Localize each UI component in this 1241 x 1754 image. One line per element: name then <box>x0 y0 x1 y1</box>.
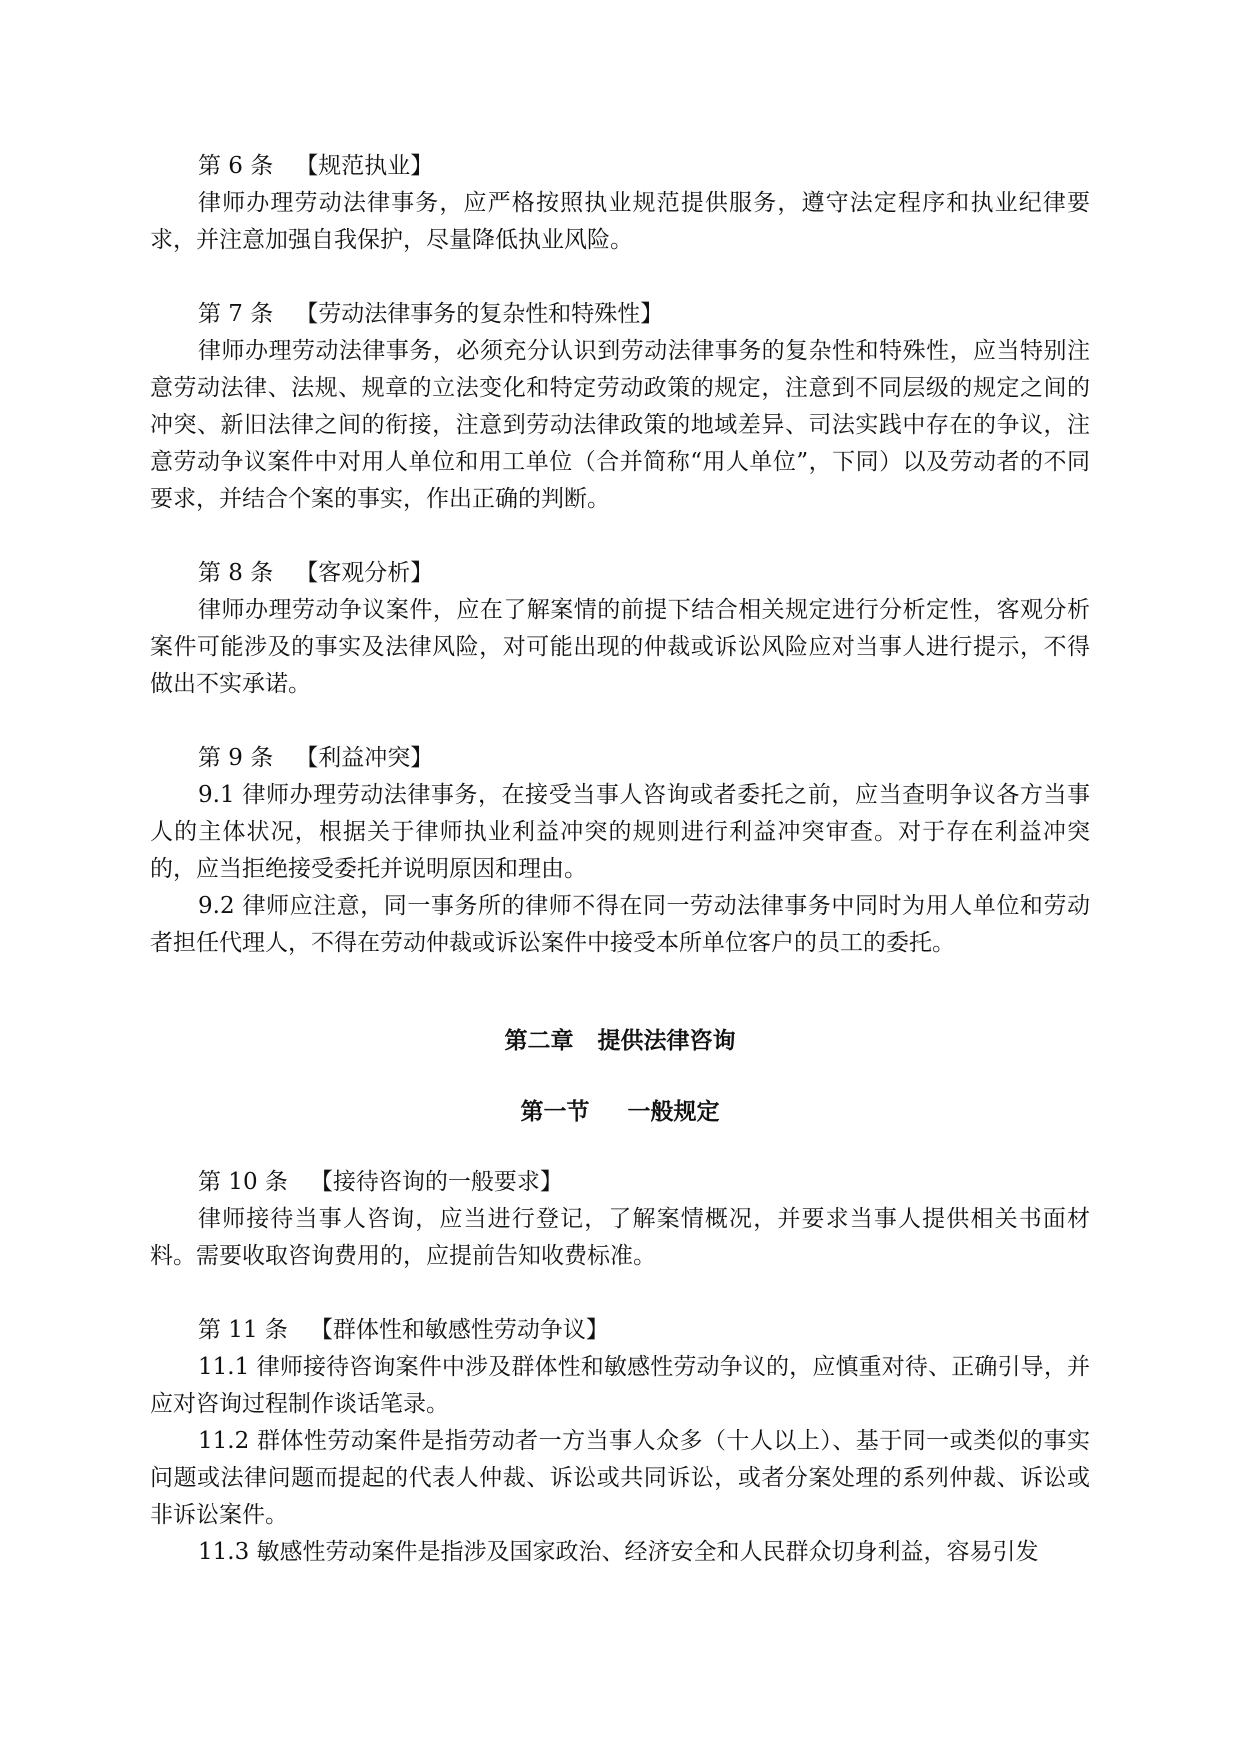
article-title: 【群体性和敏感性劳动争议】 <box>309 1317 609 1343</box>
article-number: 第 8 条 <box>198 560 274 586</box>
section-heading <box>150 1093 1090 1130</box>
article-number: 第 6 条 <box>198 153 274 179</box>
section-label: 第一节 <box>520 1098 590 1125</box>
article-paragraph: 律师办理劳动争议案件，应在了解案情的前提下结合相关规定进行分析定性，客观分析案件可能涉及的事实及法律风险，对可能出现的仲裁或诉讼风险应对当事人进行提示，不得做出不实承诺。 <box>150 597 1090 697</box>
article-number: 第 7 条 <box>198 301 274 327</box>
article-title: 【接待咨询的一般要求】 <box>309 1169 563 1195</box>
article-10 <box>150 1164 1090 1275</box>
article-heading <box>150 1312 1090 1349</box>
article-paragraph: 9.2 律师应注意，同一事务所的律师不得在同一劳动法律事务中同时为用人单位和劳动者担任代理人，不得在劳动仲裁或诉讼案件中接受本所单位客户的员工的委托。 <box>150 893 1090 956</box>
article-title: 【利益冲突】 <box>295 745 434 771</box>
article-8 <box>150 555 1090 703</box>
article-paragraph: 律师接待当事人咨询，应当进行登记，了解案情概况，并要求当事人提供相关书面材料。需要收取咨询费用的，应提前告知收费标准。 <box>150 1206 1090 1269</box>
article-title: 【规范执业】 <box>295 153 434 179</box>
chapter-heading <box>150 1022 1090 1059</box>
document-page <box>150 148 1090 1608</box>
section-title: 一般规定 <box>627 1098 720 1125</box>
chapter-label: 第二章 <box>504 1027 574 1054</box>
article-paragraph: 11.1 律师接待咨询案件中涉及群体性和敏感性劳动争议的，应慎重对待、正确引导，并应对咨询过程制作谈话笔录。 <box>150 1354 1090 1417</box>
article-11 <box>150 1312 1090 1571</box>
article-heading <box>150 148 1090 185</box>
article-title: 【客观分析】 <box>295 560 434 586</box>
article-6 <box>150 148 1090 259</box>
article-paragraph: 律师办理劳动法律事务，必须充分认识到劳动法律事务的复杂性和特殊性，应当特别注意劳动法律、法规、规章的立法变化和特定劳动政策的规定，注意到不同层级的规定之间的冲突、新旧法律之间的衔接，注意到劳动法律政策的地域差异、司法实践中存在的争议，注意劳动争议案件中对用人单位和用工单位（合并简称“用人单位”，下同）以及劳动者的不同要求，并结合个案的事实，作出正确的判断。 <box>150 338 1090 512</box>
article-heading <box>150 1164 1090 1201</box>
article-paragraph: 9.1 律师办理劳动法律事务，在接受当事人咨询或者委托之前，应当查明争议各方当事人的主体状况，根据关于律师执业利益冲突的规则进行利益冲突审查。对于存在利益冲突的，应当拒绝接受委托并说明原因和理由。 <box>150 782 1090 882</box>
article-number: 第 10 条 <box>198 1169 288 1195</box>
chapter-title: 提供法律咨询 <box>597 1027 736 1054</box>
article-paragraph: 11.3 敏感性劳动案件是指涉及国家政治、经济安全和人民群众切身利益，容易引发 <box>198 1539 1039 1565</box>
article-heading <box>150 296 1090 333</box>
article-title: 【劳动法律事务的复杂性和特殊性】 <box>295 301 664 327</box>
article-7 <box>150 296 1090 518</box>
article-9 <box>150 740 1090 962</box>
article-heading <box>150 740 1090 777</box>
article-number: 第 9 条 <box>198 745 274 771</box>
article-paragraph: 11.2 群体性劳动案件是指劳动者一方当事人众多（十人以上）、基于同一或类似的事实问题或法律问题而提起的代表人仲裁、诉讼或共同诉讼，或者分案处理的系列仲裁、诉讼或非诉讼案件。 <box>150 1428 1090 1528</box>
article-heading <box>150 555 1090 592</box>
article-paragraph: 律师办理劳动法律事务，应严格按照执业规范提供服务，遵守法定程序和执业纪律要求，并注意加强自我保护，尽量降低执业风险。 <box>150 190 1090 253</box>
article-number: 第 11 条 <box>198 1317 288 1343</box>
